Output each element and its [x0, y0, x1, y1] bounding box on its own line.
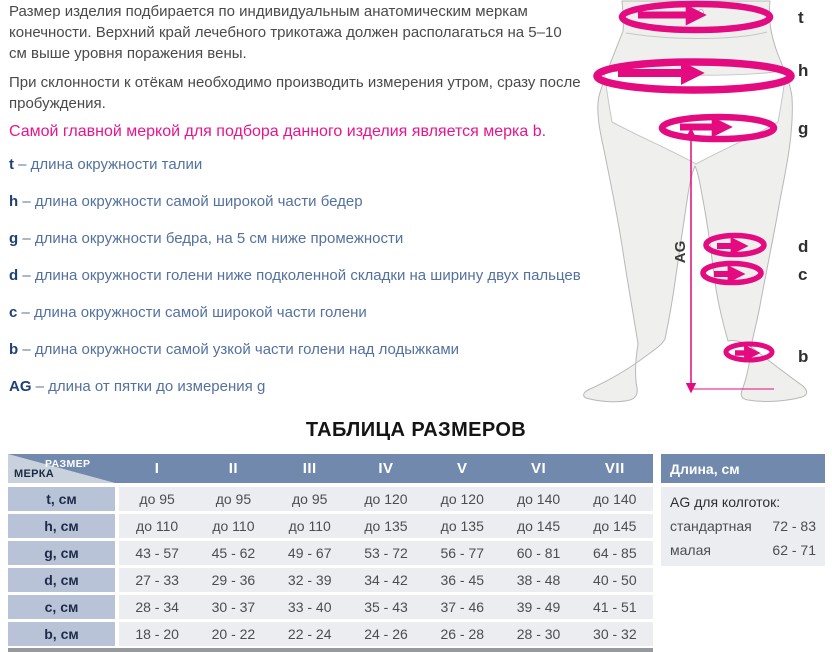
table-cell: 27 - 33	[135, 572, 179, 588]
measurement-description: – длина окружности самой широкой части голени	[21, 304, 367, 321]
measurement-description: – длина окружности самой широкой части бедер	[22, 193, 363, 210]
table-cell: 30 - 37	[211, 599, 256, 615]
measurement-definition	[9, 265, 581, 286]
row-label: t, см	[8, 487, 115, 511]
size-column-header: I	[154, 460, 160, 477]
table-corner-cell	[8, 454, 115, 483]
table-cell: 38 - 48	[516, 572, 561, 588]
measurement-description: – длина от пятки до измерения g	[35, 378, 266, 395]
corner-size-label: РАЗМЕР	[45, 458, 91, 470]
length-row	[670, 543, 816, 558]
table-cell: до 95	[291, 491, 328, 507]
figure-label-d: d	[798, 237, 809, 256]
measurement-key: d	[9, 267, 19, 284]
row-label: d, см	[8, 568, 115, 592]
measurement-description: – длина окружности талии	[18, 156, 203, 173]
row-values	[119, 568, 653, 592]
b-measure-arrow	[726, 344, 772, 360]
table-cell: до 95	[215, 491, 252, 507]
table-cell: до 140	[516, 491, 561, 507]
size-column-header: III	[302, 460, 317, 477]
figure-label-t: t	[798, 8, 804, 27]
table-cell: 53 - 72	[364, 545, 408, 561]
measurement-key: c	[9, 304, 18, 321]
table-cell: 35 - 43	[364, 599, 408, 615]
measurement-key: b	[9, 341, 19, 358]
table-cell: 60 - 81	[516, 545, 561, 561]
row-values	[119, 514, 653, 538]
table-cell: 34 - 42	[364, 572, 408, 588]
table-cell: до 120	[364, 491, 408, 507]
table-cell: до 110	[288, 518, 331, 534]
size-column-header: II	[228, 460, 239, 477]
row-label: c, см	[8, 595, 115, 619]
table-cell: 33 - 40	[287, 599, 332, 615]
length-panel	[661, 454, 825, 566]
size-table	[8, 454, 653, 649]
measurement-description: – длина окружности бедра, на 5 см ниже промежности	[22, 230, 404, 247]
table-cell: 56 - 77	[440, 545, 485, 561]
row-values	[119, 622, 653, 646]
measurement-definition	[9, 302, 581, 323]
row-label: g, см	[8, 541, 115, 565]
measurement-description: – длина окружности голени ниже подколенной складки на ширину двух пальцев	[22, 267, 581, 284]
table-cell: 40 - 50	[593, 572, 637, 588]
row-label: h, см	[8, 514, 115, 538]
table-cell: 28 - 30	[516, 626, 561, 642]
measurement-definition	[9, 228, 581, 249]
table-cell: 18 - 20	[135, 626, 179, 642]
intro-paragraph-2: При склонности к отёкам необходимо производить измерения утром, сразу после пробуждения.	[9, 74, 581, 112]
table-cell: 24 - 26	[364, 626, 408, 642]
size-column-header: VII	[604, 460, 625, 477]
table-cell: до 140	[593, 491, 637, 507]
table-cell: 39 - 49	[516, 599, 561, 615]
size-column-header: IV	[378, 460, 394, 477]
measurement-definition	[9, 376, 581, 397]
measurement-description: – длина окружности самой узкой части голени над лодыжками	[22, 341, 460, 358]
table-cell: до 135	[364, 518, 408, 534]
length-panel-rows	[670, 519, 816, 558]
table-cell: 49 - 67	[287, 545, 332, 561]
ag-label: AG	[672, 240, 689, 264]
length-row-label: малая	[670, 542, 711, 558]
intro-paragraph-1: Размер изделия подбирается по индивидуальным анатомическим меркам конечности. Верхний край лечебного трикотажа должен располагаться на 5–10 см выше уровня поражения вены.	[9, 3, 562, 62]
size-column-header: V	[457, 460, 468, 477]
length-row	[670, 519, 816, 534]
table-cell: 30 - 32	[593, 626, 637, 642]
measurement-definition	[9, 154, 581, 175]
table-cell: 43 - 57	[135, 545, 179, 561]
size-column-header: VI	[530, 460, 547, 477]
table-cell: 22 - 24	[287, 626, 332, 642]
size-table-body	[8, 487, 653, 646]
measurement-key: t	[9, 156, 14, 173]
figure-label-b: b	[798, 347, 809, 366]
table-cell: 20 - 22	[211, 626, 256, 642]
table-row	[8, 568, 653, 592]
table-row	[8, 622, 653, 646]
row-values	[119, 487, 653, 511]
table-cell: 32 - 39	[287, 572, 332, 588]
table-cell: до 145	[593, 518, 637, 534]
length-row-value: 62 - 71	[772, 542, 816, 558]
row-values	[119, 541, 653, 565]
size-table-header	[8, 454, 653, 483]
measurement-definition	[9, 191, 581, 212]
measurement-definition	[9, 339, 581, 360]
length-panel-box	[661, 487, 825, 566]
table-cell: 29 - 36	[211, 572, 256, 588]
table-bottom-edge	[8, 648, 653, 652]
size-table-title: ТАБЛИЦА РАЗМЕРОВ	[305, 419, 527, 441]
length-panel-subtitle: AG для колготок:	[670, 494, 781, 510]
navel-mark	[698, 9, 703, 16]
size-columns	[115, 454, 653, 483]
intro-text-column	[9, 1, 581, 413]
measurement-key: g	[9, 230, 19, 247]
measurements-list	[9, 154, 581, 397]
table-cell: 26 - 28	[440, 626, 485, 642]
legs-figure-svg	[578, 0, 832, 410]
table-cell: 45 - 62	[211, 545, 256, 561]
highlight-note: Самой главной меркой для подбора данного изделия является мерка b.	[9, 123, 547, 140]
table-cell: до 110	[136, 518, 179, 534]
table-cell: 28 - 34	[135, 599, 179, 615]
length-row-label: стандартная	[670, 518, 752, 534]
figure-label-g: g	[798, 119, 809, 138]
row-values	[119, 595, 653, 619]
body-measurement-diagram	[578, 0, 832, 410]
table-cell: 41 - 51	[593, 599, 637, 615]
figure-label-c: c	[798, 265, 808, 284]
table-cell: 37 - 46	[440, 599, 485, 615]
table-cell: до 120	[440, 491, 484, 507]
length-row-value: 72 - 83	[772, 518, 816, 534]
table-cell: 36 - 45	[440, 572, 485, 588]
figure-label-h: h	[798, 61, 809, 80]
measurement-key: h	[9, 193, 19, 210]
table-row	[8, 514, 653, 538]
corner-measure-label: МЕРКА	[14, 468, 54, 480]
row-label: b, см	[8, 622, 115, 646]
table-cell: до 110	[212, 518, 255, 534]
table-row	[8, 541, 653, 565]
table-cell: 64 - 85	[593, 545, 637, 561]
table-row	[8, 595, 653, 619]
measurement-key: AG	[9, 378, 32, 395]
table-cell: до 145	[516, 518, 561, 534]
table-cell: до 95	[139, 491, 175, 507]
length-panel-header: Длина, см	[661, 454, 825, 483]
table-row	[8, 487, 653, 511]
table-cell: до 135	[440, 518, 484, 534]
